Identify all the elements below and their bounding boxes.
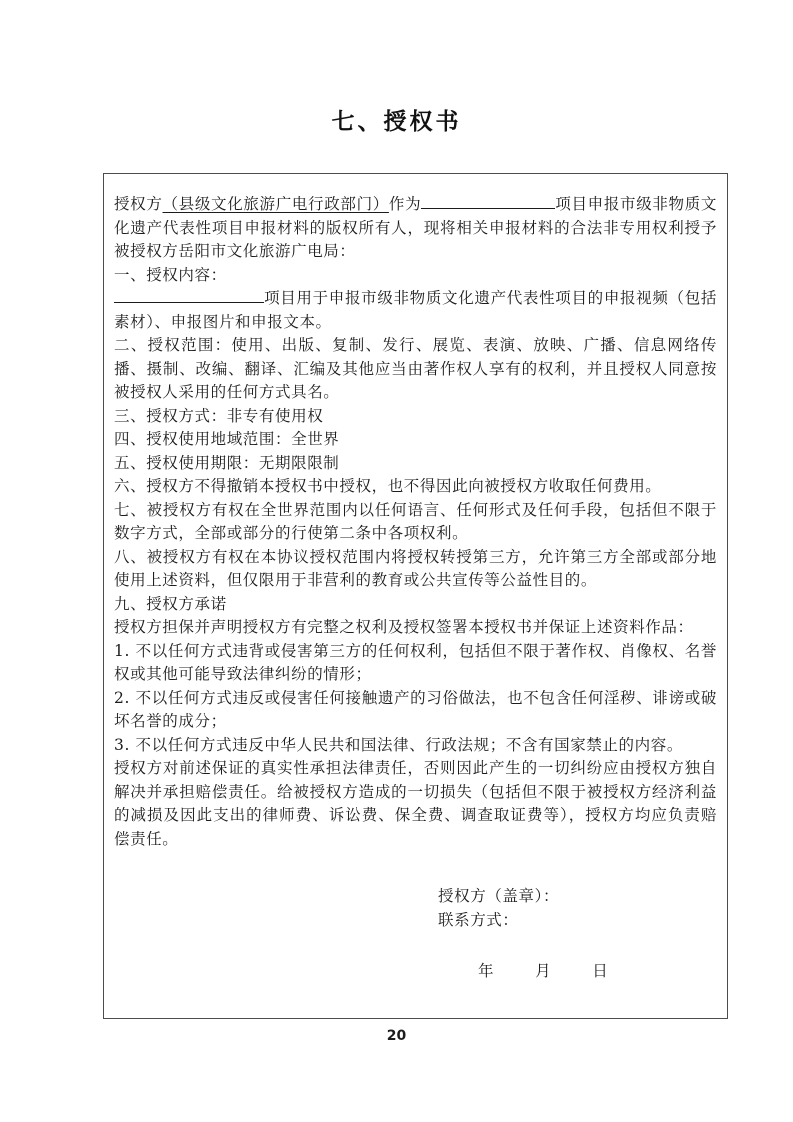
- clause-paragraph: 授权方对前述保证的真实性承担法律责任，否则因此产生的一切纠纷应由授权方独自解决并承担赔偿责任。给被授权方造成的一切损失（包括但不限于被授权方经济利益的减损及因此支出的律师费、诉讼费、保全费、调查取证费等），授权方均应负责赔偿责任。: [114, 759, 717, 848]
- clause-paragraph: 八、被授权方有权在本协议授权范围内将授权转授第三方，允许第三方全部或部分地使用上述资料，但仅限用于非营利的教育或公共宣传等公益性目的。: [114, 547, 717, 589]
- date-year-label: 年: [478, 962, 495, 980]
- date-line: [438, 960, 717, 984]
- project-name-blank-field: [421, 194, 555, 209]
- authorization-letter-box: [103, 173, 728, 1019]
- project-name-blank-field-2: [114, 288, 264, 303]
- clause-paragraph: 二、授权范围：使用、出版、复制、发行、展览、表演、放映、广播、信息网络传播、摄制、改编、翻译、汇编及其他应当由著作权人享有的权利，并且授权人同意按被授权人采用的任何方式具名。: [114, 336, 717, 401]
- seal-line: 授权方（盖章）：: [438, 887, 560, 905]
- clause-paragraph: 九、授权方承诺: [114, 594, 227, 613]
- authorizing-party-underlined: （县级文化旅游广电行政部门）: [162, 195, 389, 213]
- clause-paragraph: 3. 不以任何方式违反中华人民共和国法律、行政法规；不含有国家禁止的内容。: [114, 735, 683, 754]
- intro-prefix: 授权方: [114, 195, 163, 213]
- clause-1-label: 一、授权内容：: [114, 265, 227, 284]
- page-title: 七、授权书: [331, 109, 462, 135]
- clause-paragraph: 2. 不以任何方式违反或侵害任何接触遗产的习俗做法，也不包含任何淫秽、诽谤或破坏名誉的成分；: [114, 688, 717, 730]
- clause-paragraph: 六、授权方不得撤销本授权书中授权，也不得因此向被授权方收取任何费用。: [114, 477, 662, 495]
- page-number: 20: [386, 1028, 407, 1044]
- intro-mid: 作为: [388, 195, 422, 213]
- clause-1-text: 项目用于申报市级非物质文化遗产代表性项目的申报视频（包括素材）、申报图片和申报文本。: [114, 289, 717, 331]
- clause-paragraph: 四、授权使用地域范围：全世界: [114, 430, 340, 448]
- clause-paragraph: 1. 不以任何方式违背或侵害第三方的任何权利，包括但不限于著作权、肖像权、名誉权或其他可能导致法律纠纷的情形；: [114, 641, 717, 683]
- clause-paragraph: 授权方担保并声明授权方有完整之权利及授权签署本授权书并保证上述资料作品：: [114, 618, 694, 636]
- intro-suffix: 项目申报市级非物质文化遗产代表性项目申报材料的版权所有人，现将相关申报材料的合法非专用权利授予被授权方岳阳市文化旅游广电局：: [114, 195, 717, 260]
- date-month-label: 月: [535, 962, 552, 980]
- signature-block: [438, 885, 717, 984]
- clause-paragraph: 七、被授权方有权在全世界范围内以任何语言、任何形式及任何手段，包括但不限于数字方式，全部或部分的行使第二条中各项权利。: [114, 500, 717, 542]
- contact-line: 联系方式：: [438, 910, 519, 929]
- date-day-label: 日: [592, 962, 609, 980]
- clause-paragraph: 五、授权使用期限：无期限限制: [114, 453, 340, 472]
- clause-1-body: [114, 287, 717, 334]
- intro-paragraph: [114, 193, 717, 264]
- clause-paragraph: 三、授权方式：非专有使用权: [114, 406, 324, 425]
